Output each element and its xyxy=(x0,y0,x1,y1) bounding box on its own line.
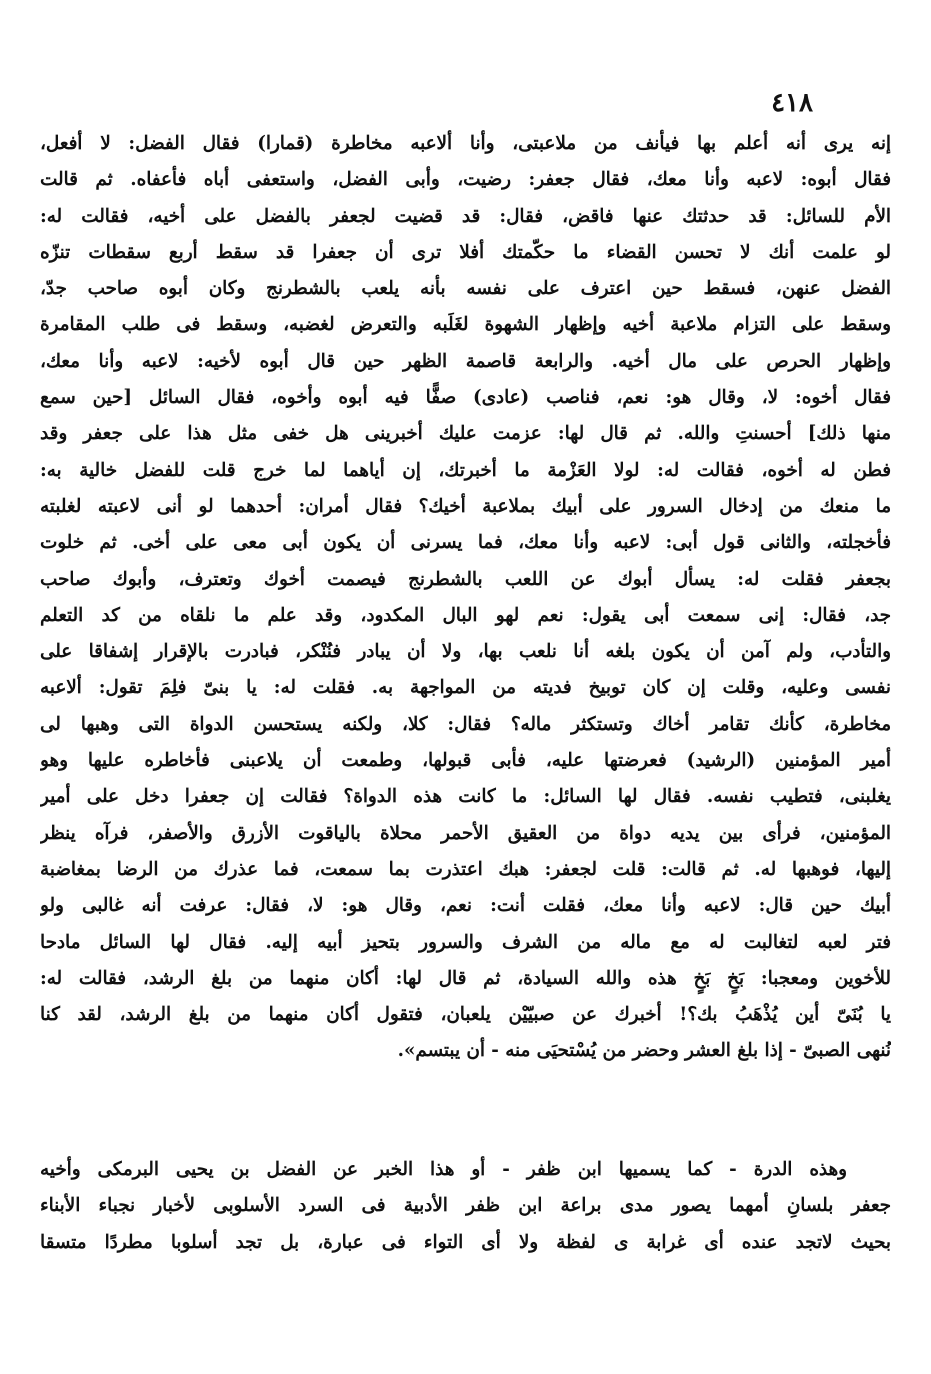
text-line: والتأدب، ولم آمن أن يكون بلغه أنا نلعب بها، ولا أن يبادر فنُنْكر، فبادرت بالإقرار إشفاقا على xyxy=(40,641,891,663)
text-line: المؤمنين، فرأى بين يديه دواة من العقيق الأحمر محلاة بالياقوت الأزرق والأصفر، فرآه ينظر xyxy=(40,822,891,844)
text-line: فقال أخوه: لا، وقال هو: نعم، فناصب (عادى) صفًّا فيه أبوه وأخوه، فقال السائل [حين سمع xyxy=(40,387,891,409)
text-line: فأخجلته، والثانى قول أبى: لاعبه وأنا معك، فما يسرنى أن يكون أبى معى على أخى. ثم خلوت xyxy=(40,532,891,554)
text-line: فطن له أخوه، فقالت له: لولا العَزْمة ما أخبرتك، إن أياهما لما خرج قلت للفضل خالية به: xyxy=(40,459,891,481)
text-line: الأم للسائل: قد حدثتك عنها فاقض، فقال: قد قضيت لجعفر بالفضل على أخيه، فقالت له: xyxy=(40,205,891,227)
text-line: بجعفر فقلت له: يسأل أبوك عن اللعب بالشطرنج فيصمت أخوك وتعترف، وأبوك صاحب xyxy=(40,568,891,590)
text-line: فتر لعبه لتغالبت له مع ماله من الشرف والسرور بتحيز أبيه إليه. فقال لها السائل مادحا xyxy=(40,931,891,953)
text-line: وإظهار الحرص على مال أخيه. والرابعة قاصمة الظهر حين قال أبوه لأخيه: لاعبه وأنا معك، xyxy=(40,350,891,372)
text-line: ما منعك من إدخال السرور على أبيك بملاعبة أخيك؟ فقال أمران: أحدهما لو أنى لاعبته لغلبته xyxy=(40,495,891,517)
text-line: يغلبنى، فتطيب نفسه. فقال لها السائل: ما كانت هذه الدواة؟ فقالت إن جعفرا دخل على أمير xyxy=(40,786,891,808)
main-passage xyxy=(40,126,891,1070)
text-line: للأخوين ومعجبا: بَخٍ بَخٍ هذه والله السيادة، ثم قال لها: أكان منهما من بلغ الرشد، فقالت له: xyxy=(40,967,891,989)
text-line: بحيث لاتجد عنده أى غرابة ى لفظة ولا أى التواء فى عبارة، بل تجد أسلوبا مطردًا متسقا xyxy=(40,1231,891,1253)
text-line: وسقط على التزام ملاعبة أخيه وإظهار الشهوة لغَلَبه والتعرض لغضبه، وسقط فى طلب المقامرة xyxy=(40,314,891,336)
text-line: يا بُنَىّ أين يُذْهَبُ بك؟! أخبرك عن صبيّيْن يلعبان، فتقول أكان منهما من بلغ الرشد، لقد كنا xyxy=(40,1004,891,1026)
text-line: فقال أبوه: لاعبه وأنا معك، فقال جعفر: رضيت، وأبى الفضل، واستعفى أباه فأعفاه. ثم قالت xyxy=(40,169,891,191)
text-line: لو علمت أنك لا تحسن القضاء ما حكّمتك أفلا ترى أن جعفرا قد سقط أربع سقطات تنزّه xyxy=(40,241,891,263)
text-line: أمير المؤمنين (الرشيد) فعرضتها عليه، فأبى قبولها، وطمعت أن يلاعبنى فأخاطره عليها وهو xyxy=(40,750,891,772)
text-line: نُنهى الصبىّ - إذا بلغ العشر وحضر من يُسْتحيَى منه - أن يبتسم». xyxy=(397,1040,891,1062)
page-number: ٤١٨ xyxy=(771,88,813,118)
text-line: إنه يرى أنه أعلم بها فيأنف من ملاعبتى، وأنا ألاعبه مخاطرة (قمارا) فقال الفضل: لا أفعل، xyxy=(40,133,891,154)
text-line: إليها، فوهبها له. ثم قالت: قلت لجعفر: هبك اعتذرت بما سمعت، فما عذرك من الرضا بمغاضبة xyxy=(40,858,891,880)
text-line: جد، فقال: إنى سمعت أبى يقول: نعم لهو البال المكدود، وقد علم ما نلقاه من كد التعلم xyxy=(40,604,891,626)
text-line: الفضل عنهن، فسقط حين اعترف على نفسه بأنه يلعب بالشطرنج وكان أبوه صاحب جدّ، xyxy=(40,278,891,300)
text-line: منها ذلك] أحسنتِ والله. ثم قال لها: عزمت عليك أخبرينى هل خفى مثل هذا على جعفر وقد xyxy=(40,423,891,445)
second-paragraph xyxy=(40,1152,891,1261)
text-line: أبيك حين قال: لاعبه وأنا معك، فقلت أنت: نعم، وقال هو: لا، فقال: عرفت أنه غالبى ولو xyxy=(40,895,891,917)
text-line: مخاطرة، كأنك تقامر أخاك وتستكثر ماله؟ فقال: كلا، ولكنه يستحسن الدواة التى وهبها لى xyxy=(40,713,891,735)
text-line: وهذه الدرة - كما يسميها ابن ظفر - أو هذا الخبر عن الفضل بن يحيى البرمكى وأخيه xyxy=(40,1159,847,1180)
text-line: جعفر بلسانِ أمهما يصور مدى براعة ابن ظفر الأدبية فى السرد الأسلوبى لأخبار نجباء الأبناء xyxy=(40,1195,891,1217)
text-line: نفسى وعليه، وقلت إن كان توبيخ فديته من المواجهة به. فقلت له: يا بنىّ فلِمَ تقول: ألاعبه xyxy=(40,677,891,699)
